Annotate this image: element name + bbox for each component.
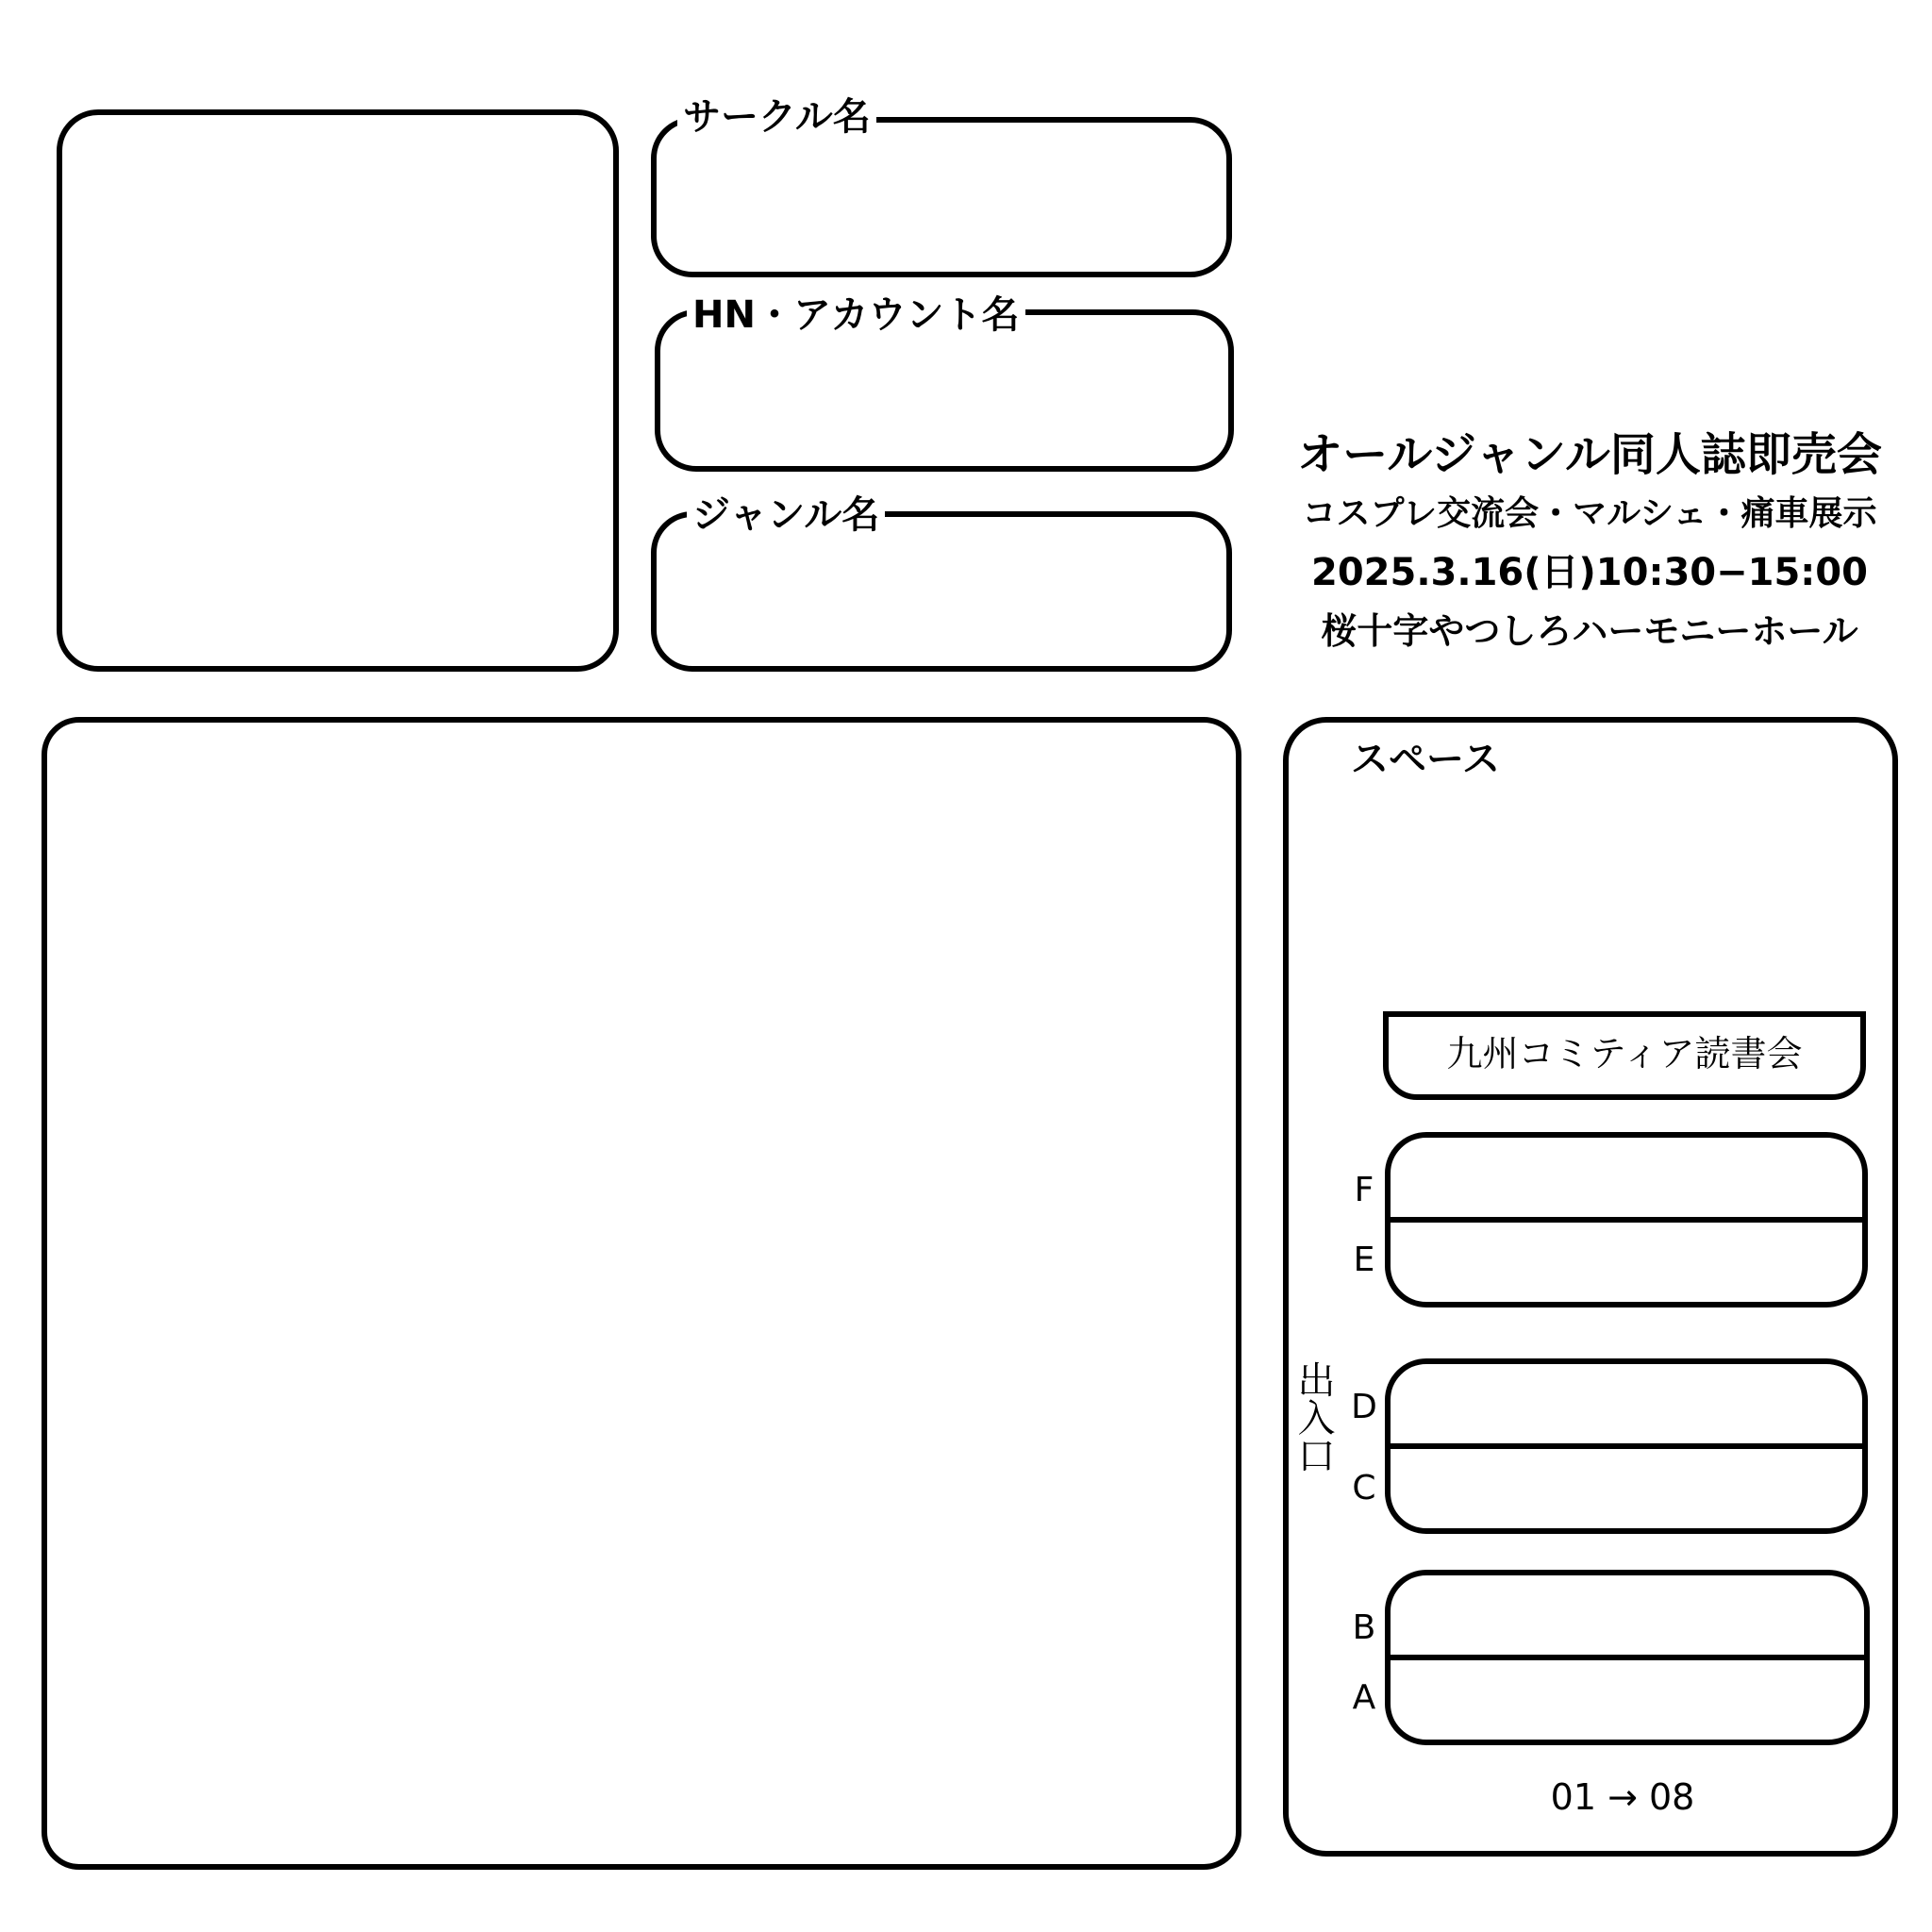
circle-name-label: サークル名 bbox=[677, 94, 876, 140]
event-title: オールジャンル同人誌即売会 bbox=[1297, 428, 1882, 481]
cut-image-box[interactable] bbox=[57, 109, 619, 672]
event-datetime: 2025.3.16(日)10:30−15:00 bbox=[1311, 551, 1868, 594]
event-venue: 桜十字やつしろハーモニーホール bbox=[1321, 610, 1858, 652]
event-subtitle: コスプレ交流会・マルシェ・痛車展示 bbox=[1302, 494, 1877, 533]
row-label-d: D bbox=[1351, 1388, 1377, 1426]
space-numbering: 01 → 08 bbox=[1550, 1776, 1695, 1818]
hn-account-label: HN・アカウント名 bbox=[687, 292, 1025, 338]
row-label-b: B bbox=[1352, 1608, 1376, 1647]
free-space-box[interactable] bbox=[42, 717, 1241, 1870]
space-heading: スペース bbox=[1351, 738, 1500, 781]
row-label-a: A bbox=[1352, 1678, 1376, 1717]
circle-name-field[interactable] bbox=[651, 117, 1232, 277]
genre-label: ジャンル名 bbox=[687, 492, 885, 538]
row-divider-fe bbox=[1385, 1217, 1868, 1223]
row-label-f: F bbox=[1354, 1171, 1374, 1209]
top-block bbox=[1383, 1011, 1866, 1100]
row-divider-dc bbox=[1385, 1443, 1868, 1449]
row-divider-ba bbox=[1385, 1655, 1870, 1660]
top-block-label: 九州コミティア読書会 bbox=[1446, 1033, 1803, 1074]
entrance-label: 出入口 bbox=[1291, 1360, 1335, 1474]
row-label-c: C bbox=[1352, 1469, 1376, 1507]
row-label-e: E bbox=[1353, 1241, 1375, 1279]
